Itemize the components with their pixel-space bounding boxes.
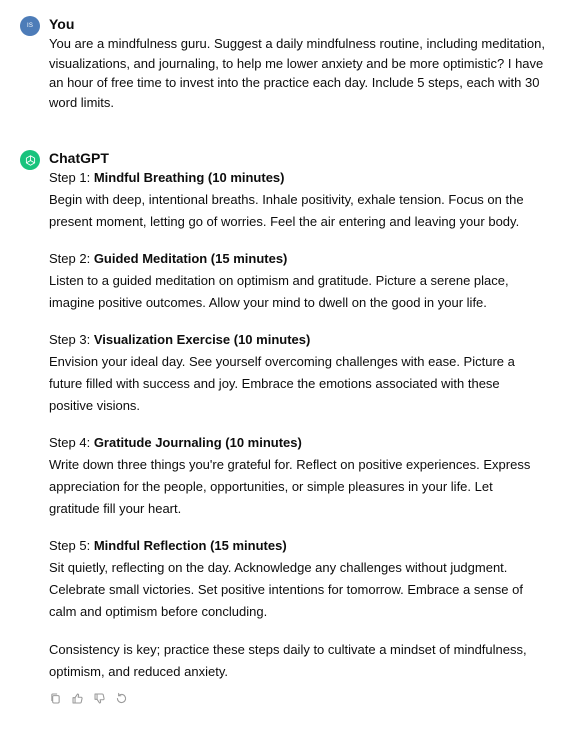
user-avatar <box>20 16 40 36</box>
thumbs-up-icon[interactable] <box>71 692 85 706</box>
user-avatar-initials: IS <box>26 23 34 29</box>
user-author-name: You <box>49 16 75 32</box>
step-3 <box>49 330 550 417</box>
step-title <box>49 168 550 188</box>
chatgpt-logo-icon <box>20 150 40 170</box>
step-heading: Mindful Breathing (10 minutes) <box>93 170 285 185</box>
step-prefix: Step 5: <box>49 538 94 553</box>
step-title <box>49 536 550 556</box>
step-text: Write down three things you're grateful for. Reflect on positive experiences. Express appreciation for the people, opportunities, or simple pleasures in your life. Let gratitude fill your heart. <box>49 457 531 516</box>
step-heading: Gratitude Journaling (10 minutes) <box>93 435 302 450</box>
step-2 <box>49 249 550 314</box>
closing-text: Consistency is key; practice these steps daily to cultivate a mindset of mindfulness, optimism, and reduced anxiety. <box>49 642 527 679</box>
copy-icon[interactable] <box>49 692 63 706</box>
step-text: Begin with deep, intentional breaths. Inhale positivity, exhale tension. Focus on the present moment, letting go of worries. Feel the air entering and leaving your body. <box>49 192 524 229</box>
step-heading: Guided Meditation (15 minutes) <box>93 251 288 266</box>
step-text: Sit quietly, reflecting on the day. Acknowledge any challenges without judgment. Celebrate small victories. Set positive intentions for tomorrow. Embrace a sense of calm and optimism before concluding. <box>49 560 523 619</box>
assistant-message <box>20 148 550 706</box>
step-4 <box>49 433 550 520</box>
step-prefix: Step 1: <box>49 170 94 185</box>
message-actions <box>49 692 550 706</box>
step-prefix: Step 3: <box>49 332 94 347</box>
step-text: Listen to a guided meditation on optimism and gratitude. Picture a serene place, imagine positive outcomes. Allow your mind to dwell on the good in your life. <box>49 273 509 310</box>
user-message-text: You are a mindfulness guru. Suggest a daily mindfulness routine, including meditation, visualizations, and journaling, to help me lower anxiety and be more optimistic? I have an hour of free time to invest into the practice each day. Include 5 steps, each with 30 word limits. <box>49 36 545 110</box>
assistant-author-name: ChatGPT <box>49 150 109 166</box>
regenerate-icon[interactable] <box>115 692 129 706</box>
step-prefix: Step 2: <box>49 251 94 266</box>
step-title <box>49 249 550 269</box>
step-title <box>49 330 550 350</box>
step-5 <box>49 536 550 623</box>
thumbs-down-icon[interactable] <box>93 692 107 706</box>
step-text: Envision your ideal day. See yourself overcoming challenges with ease. Picture a future filled with success and joy. Embrace the emotions associated with these positive visions. <box>49 354 515 413</box>
user-message <box>20 14 550 112</box>
step-heading: Visualization Exercise (10 minutes) <box>93 332 311 347</box>
step-1 <box>49 168 550 233</box>
step-prefix: Step 4: <box>49 435 94 450</box>
step-title <box>49 433 550 453</box>
step-heading: Mindful Reflection (15 minutes) <box>93 538 287 553</box>
